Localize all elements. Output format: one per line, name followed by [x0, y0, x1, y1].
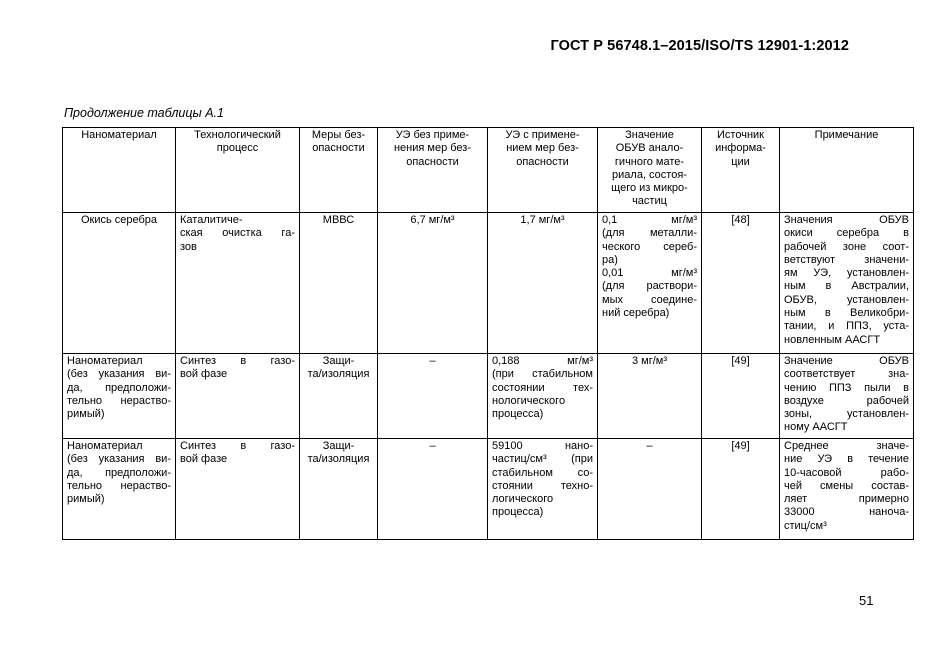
- header-source: [702, 128, 780, 213]
- cell-line: нения мер без-: [393, 142, 472, 155]
- cell-line: стоянии техно-: [492, 479, 593, 492]
- cell-line: Синтез в газо-: [180, 355, 295, 367]
- cell-line: ОБУВ, установлен-: [784, 293, 909, 306]
- cell-line: Меры без-: [311, 129, 366, 141]
- cell-line: Синтез в газо-: [180, 440, 295, 452]
- cell-line: рабочей зоне соот-: [784, 240, 909, 253]
- cell-line: гичного мате-: [614, 155, 685, 168]
- cell-line: Наноматериал: [81, 129, 157, 141]
- cell-line: (без указания ви-: [67, 368, 171, 381]
- cell-line: (для раствори-: [602, 280, 697, 293]
- cell-source: [49]: [702, 439, 780, 540]
- cell-line: вой фазе: [180, 453, 228, 466]
- cell-line: процесс: [216, 142, 259, 155]
- cell-line: окиси серебра в: [784, 227, 909, 240]
- cell-line: логического: [492, 493, 554, 506]
- cell-line: (при стабильном: [492, 368, 593, 381]
- cell-line: та/изоляция: [307, 368, 370, 381]
- cell-note: [780, 439, 914, 540]
- cell-ue-without: –: [378, 354, 488, 439]
- cell-line: 0,188 мг/м³: [492, 355, 593, 367]
- cell-line: тельно нераство-: [67, 479, 171, 492]
- cell-line: нием мер без-: [506, 142, 579, 155]
- cell-obuv: [598, 439, 702, 540]
- cell-material: [63, 354, 176, 439]
- cell-line: мых соедине-: [602, 293, 697, 306]
- cell-line: ветствуют значени-: [784, 253, 909, 266]
- cell-line: (для металли-: [602, 227, 697, 240]
- cell-line: ным в Великобри-: [784, 307, 909, 320]
- cell-line: Защи-: [322, 440, 355, 452]
- header-material: [63, 128, 176, 213]
- header-process: [176, 128, 300, 213]
- cell-process: [176, 439, 300, 540]
- cell-line: ская очистка га-: [180, 227, 295, 240]
- header-measures: [300, 128, 378, 213]
- cell-process: [176, 354, 300, 439]
- cell-ue-with: [488, 439, 598, 540]
- cell-line: информа-: [715, 142, 766, 155]
- cell-line: стиц/см³: [784, 519, 827, 532]
- table-caption: Продолжение таблицы А.1: [64, 106, 224, 120]
- cell-line: риала, состоя-: [612, 168, 687, 181]
- page-number: 51: [859, 593, 874, 608]
- cell-line: нологического: [492, 394, 566, 407]
- cell-line: римый): [67, 408, 105, 421]
- cell-line: Каталитиче-: [180, 214, 243, 226]
- table-row: [63, 354, 914, 439]
- header-ue-without: [378, 128, 488, 213]
- cell-line: ции: [731, 155, 750, 168]
- cell-line: тании, и ППЗ, уста-: [784, 320, 909, 333]
- cell-line: ние УЭ в течение: [784, 453, 909, 466]
- cell-line: Значение: [625, 129, 674, 141]
- cell-line: 33000 нанoча-: [784, 506, 909, 519]
- cell-line: зоны, установлен-: [784, 408, 909, 421]
- cell-line: чению ППЗ пыли в: [784, 381, 909, 394]
- cell-line: Защи-: [322, 355, 355, 367]
- cell-obuv: [598, 354, 702, 439]
- cell-line: щего из микро-: [611, 182, 688, 195]
- cell-line: ний серебра): [602, 307, 670, 320]
- cell-measures: [300, 354, 378, 439]
- cell-line: процесса): [492, 408, 544, 421]
- cell-line: римый): [67, 493, 105, 506]
- cell-line: ным в Австралии,: [784, 280, 909, 293]
- cell-line: Источник: [717, 129, 764, 141]
- cell-line: да, предположи-: [67, 381, 171, 394]
- cell-ue-with: [488, 213, 598, 354]
- cell-line: новленным ААСГТ: [784, 333, 881, 346]
- data-table: [62, 127, 914, 540]
- cell-line: –: [646, 440, 653, 452]
- cell-line: опасности: [312, 142, 365, 155]
- cell-process: [176, 213, 300, 354]
- cell-line: стабильном со-: [492, 466, 593, 479]
- cell-line: зов: [180, 240, 197, 253]
- cell-line: та/изоляция: [307, 453, 370, 466]
- cell-line: частиц/см³ (при: [492, 453, 593, 466]
- cell-line: ра): [602, 253, 618, 266]
- cell-material: Окись серебра: [63, 213, 176, 354]
- cell-line: соответствует зна-: [784, 368, 909, 381]
- cell-line: Среднее значе-: [784, 440, 909, 452]
- cell-line: ческого сереб-: [602, 240, 697, 253]
- cell-line: Наноматериал: [67, 440, 143, 452]
- cell-line: воздухе рабочей: [784, 394, 909, 407]
- cell-source: [49]: [702, 354, 780, 439]
- header-obuv: [598, 128, 702, 213]
- cell-ue-without: 6,7 мг/м³: [378, 213, 488, 354]
- cell-line: Технологический: [194, 129, 281, 141]
- cell-line: 10-часовой рабо-: [784, 466, 909, 479]
- cell-line: чей смены состав-: [784, 479, 909, 492]
- cell-line: тельно нераство-: [67, 394, 171, 407]
- cell-line: 0,01 мг/м³: [602, 267, 697, 280]
- cell-material: [63, 439, 176, 540]
- cell-line: ОБУВ анало-: [615, 142, 684, 155]
- cell-line: ному ААСГТ: [784, 421, 848, 434]
- document-code: ГОСТ Р 56748.1–2015/ISO/TS 12901-1:2012: [550, 38, 849, 54]
- cell-line: опасности: [516, 155, 569, 168]
- cell-line: 3 мг/м³: [631, 355, 668, 367]
- cell-obuv: [598, 213, 702, 354]
- cell-line: да, предположи-: [67, 466, 171, 479]
- cell-line: УЭ с примене-: [505, 129, 580, 141]
- cell-line: УЭ без приме-: [395, 129, 470, 141]
- header-ue-with: [488, 128, 598, 213]
- cell-note: [780, 213, 914, 354]
- cell-line: 0,1 мг/м³: [602, 214, 697, 226]
- cell-line: Примечание: [814, 129, 879, 141]
- cell-line: 59100 нано-: [492, 440, 593, 452]
- cell-line: ляет примерно: [784, 493, 909, 506]
- table-header-row: [63, 128, 914, 213]
- cell-measures: [300, 439, 378, 540]
- cell-note: [780, 354, 914, 439]
- cell-line: опасности: [406, 155, 459, 168]
- cell-line: МВВС: [322, 214, 355, 226]
- cell-line: частиц: [632, 195, 667, 208]
- cell-line: состоянии тех-: [492, 381, 593, 394]
- cell-line: Наноматериал: [67, 355, 143, 367]
- cell-line: вой фазе: [180, 368, 228, 381]
- cell-measures: [300, 213, 378, 354]
- cell-ue-without: –: [378, 439, 488, 540]
- table-row: [63, 439, 914, 540]
- cell-line: ям УЭ, установлен-: [784, 267, 909, 280]
- cell-line: 1,7 мг/м³: [520, 214, 565, 226]
- cell-ue-with: [488, 354, 598, 439]
- cell-line: Значение ОБУВ: [784, 355, 909, 367]
- cell-line: процесса): [492, 506, 544, 519]
- cell-line: Значения ОБУВ: [784, 214, 909, 226]
- cell-source: [48]: [702, 213, 780, 354]
- cell-line: (без указания ви-: [67, 453, 171, 466]
- header-note: [780, 128, 914, 213]
- table-row: [63, 213, 914, 354]
